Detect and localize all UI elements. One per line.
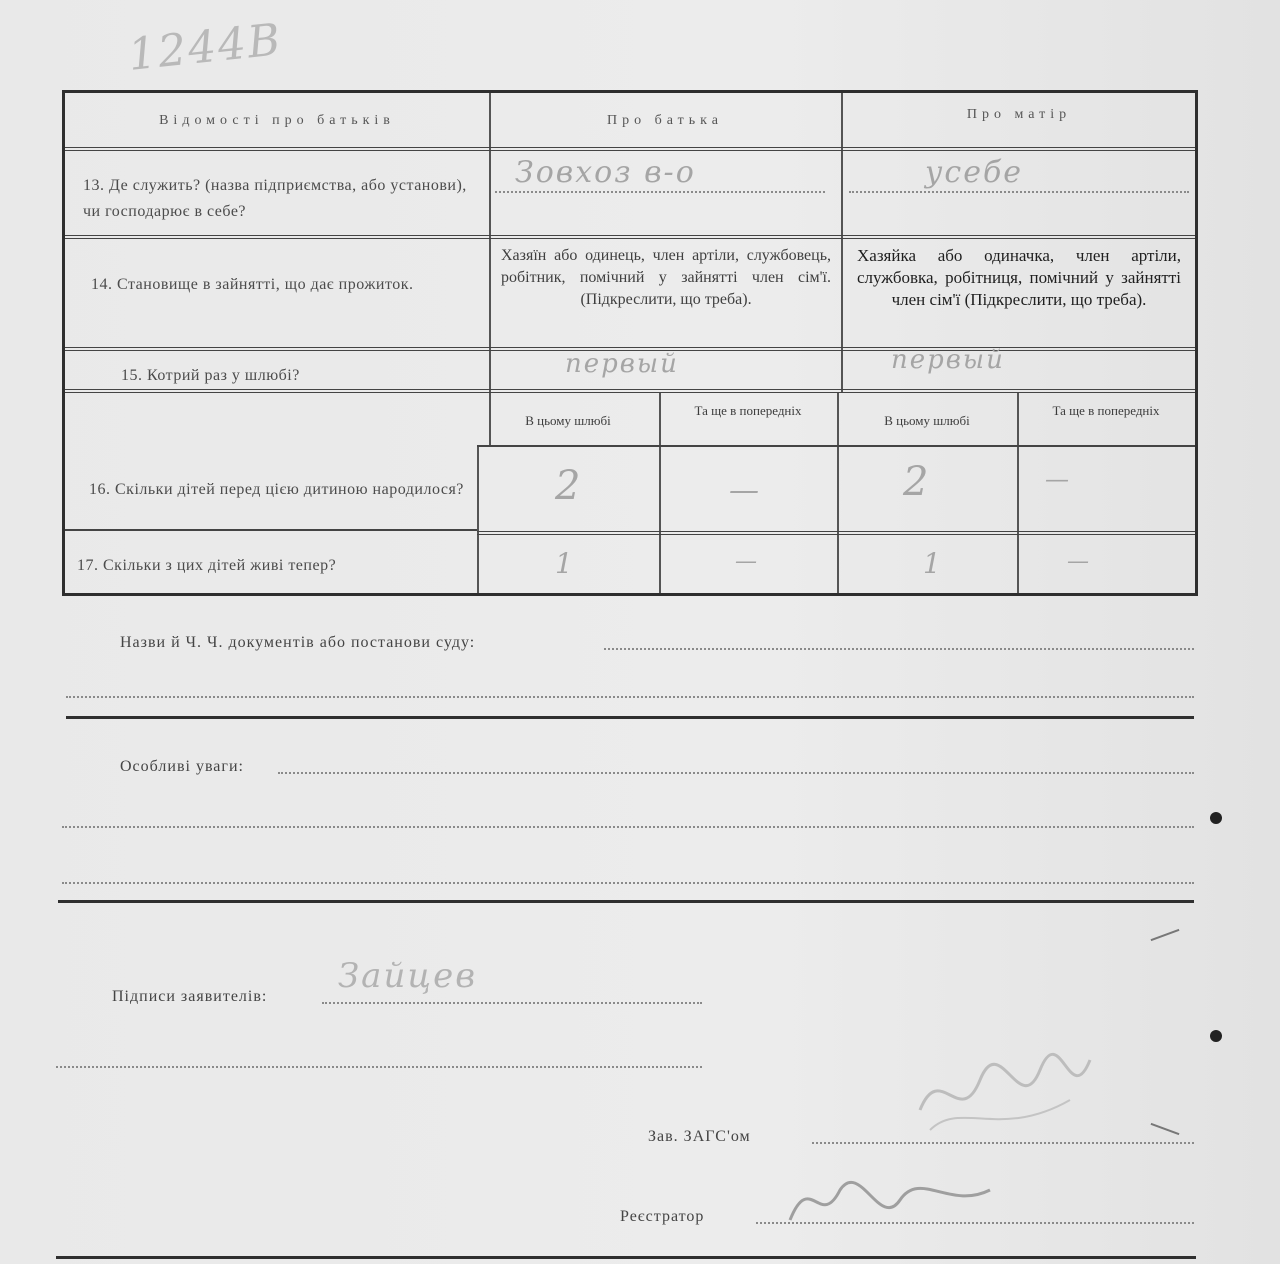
registrar-label: Реєстратор [620, 1208, 705, 1225]
applicant-signature: Зайцев [338, 956, 477, 996]
father-alive-prev: — [735, 549, 759, 574]
mother-children-this: 2 [903, 459, 931, 505]
question-15: 15. Котрий раз у шлюбі? [121, 367, 300, 384]
question-14: 14. Становище в зайнятті, що дає прожиток. [91, 276, 414, 293]
remarks-line [278, 772, 1194, 774]
remarks-label: Особливі уваги: [120, 758, 244, 775]
mother-marriage-count: первый [891, 345, 1005, 375]
father-children-prev: — [729, 473, 761, 508]
column-divider [1017, 393, 1019, 593]
section-divider [58, 900, 1194, 903]
bottom-rule [56, 1256, 1196, 1259]
father-occupation-options: Хазяїн або одинець, член артіли, службовець, робітник, помічний у зайнятті член сім'ї. (Підкреслити, що треба). [501, 247, 831, 308]
punch-hole [1210, 1030, 1222, 1042]
row-divider [65, 529, 477, 531]
father-alive-this: 1 [555, 547, 575, 580]
subheader-previous: Та ще в попередніх [694, 403, 802, 418]
documents-line [66, 696, 1194, 698]
father-children-this: 2 [555, 463, 583, 509]
row-divider [65, 389, 1195, 393]
row-divider [65, 147, 1195, 151]
question-17: 17. Скільки з цих дітей живі тепер? [77, 557, 337, 574]
answer-line [495, 191, 825, 193]
row-divider [65, 235, 1195, 239]
documents-line [604, 648, 1194, 650]
punch-hole [1210, 812, 1222, 824]
zags-label: Зав. ЗАГС'ом [648, 1128, 751, 1145]
section-divider [66, 716, 1194, 719]
mother-occupation-options: Хазяйка або одиначка, член артіли, службовка, робітниця, помічний у зайнятті член сім'ї (Підкреслити, що треба). [857, 246, 1181, 309]
subheader-previous: Та ще в попередніх [1052, 403, 1160, 418]
row-divider [477, 531, 1195, 535]
signatures-label: Підписи заявителів: [112, 988, 268, 1005]
zags-signature-scribble [900, 1040, 1100, 1150]
remarks-line [62, 882, 1194, 884]
signature-line [56, 1066, 702, 1068]
mother-children-prev: — [1045, 465, 1071, 493]
row-divider [477, 445, 1195, 447]
header-info: Відомості про батьків [159, 113, 395, 128]
header-father: Про батька [607, 113, 723, 128]
registrar-signature-scribble [780, 1150, 1000, 1240]
page-edge-mark [1151, 1123, 1180, 1135]
documents-label: Назви й Ч. Ч. документів або постанови суду: [120, 634, 476, 651]
signature-line [322, 1002, 702, 1004]
page-edge-mark [1151, 929, 1180, 941]
column-divider [477, 447, 479, 593]
question-16: 16. Скільки дітей перед цією дитиною народилося? [89, 481, 464, 498]
mother-workplace: усебе [925, 155, 1024, 190]
parents-info-table [62, 90, 1198, 596]
corner-handwritten-note: 1244B [125, 14, 285, 81]
father-marriage-count: первый [565, 349, 679, 379]
remarks-line [62, 826, 1194, 828]
answer-line [849, 191, 1189, 193]
subheader-this-marriage: В цьому шлюбі [884, 413, 970, 428]
column-divider [659, 393, 661, 593]
subheader-this-marriage: В цьому шлюбі [525, 413, 611, 428]
header-mother: Про матір [966, 107, 1072, 122]
father-workplace: Зовхоз в-о [515, 155, 696, 190]
mother-alive-this: 1 [923, 547, 943, 580]
question-13: 13. Де служить? (назва підприємства, або установи), чи господарює в себе? [83, 177, 467, 220]
mother-alive-prev: — [1067, 549, 1091, 574]
